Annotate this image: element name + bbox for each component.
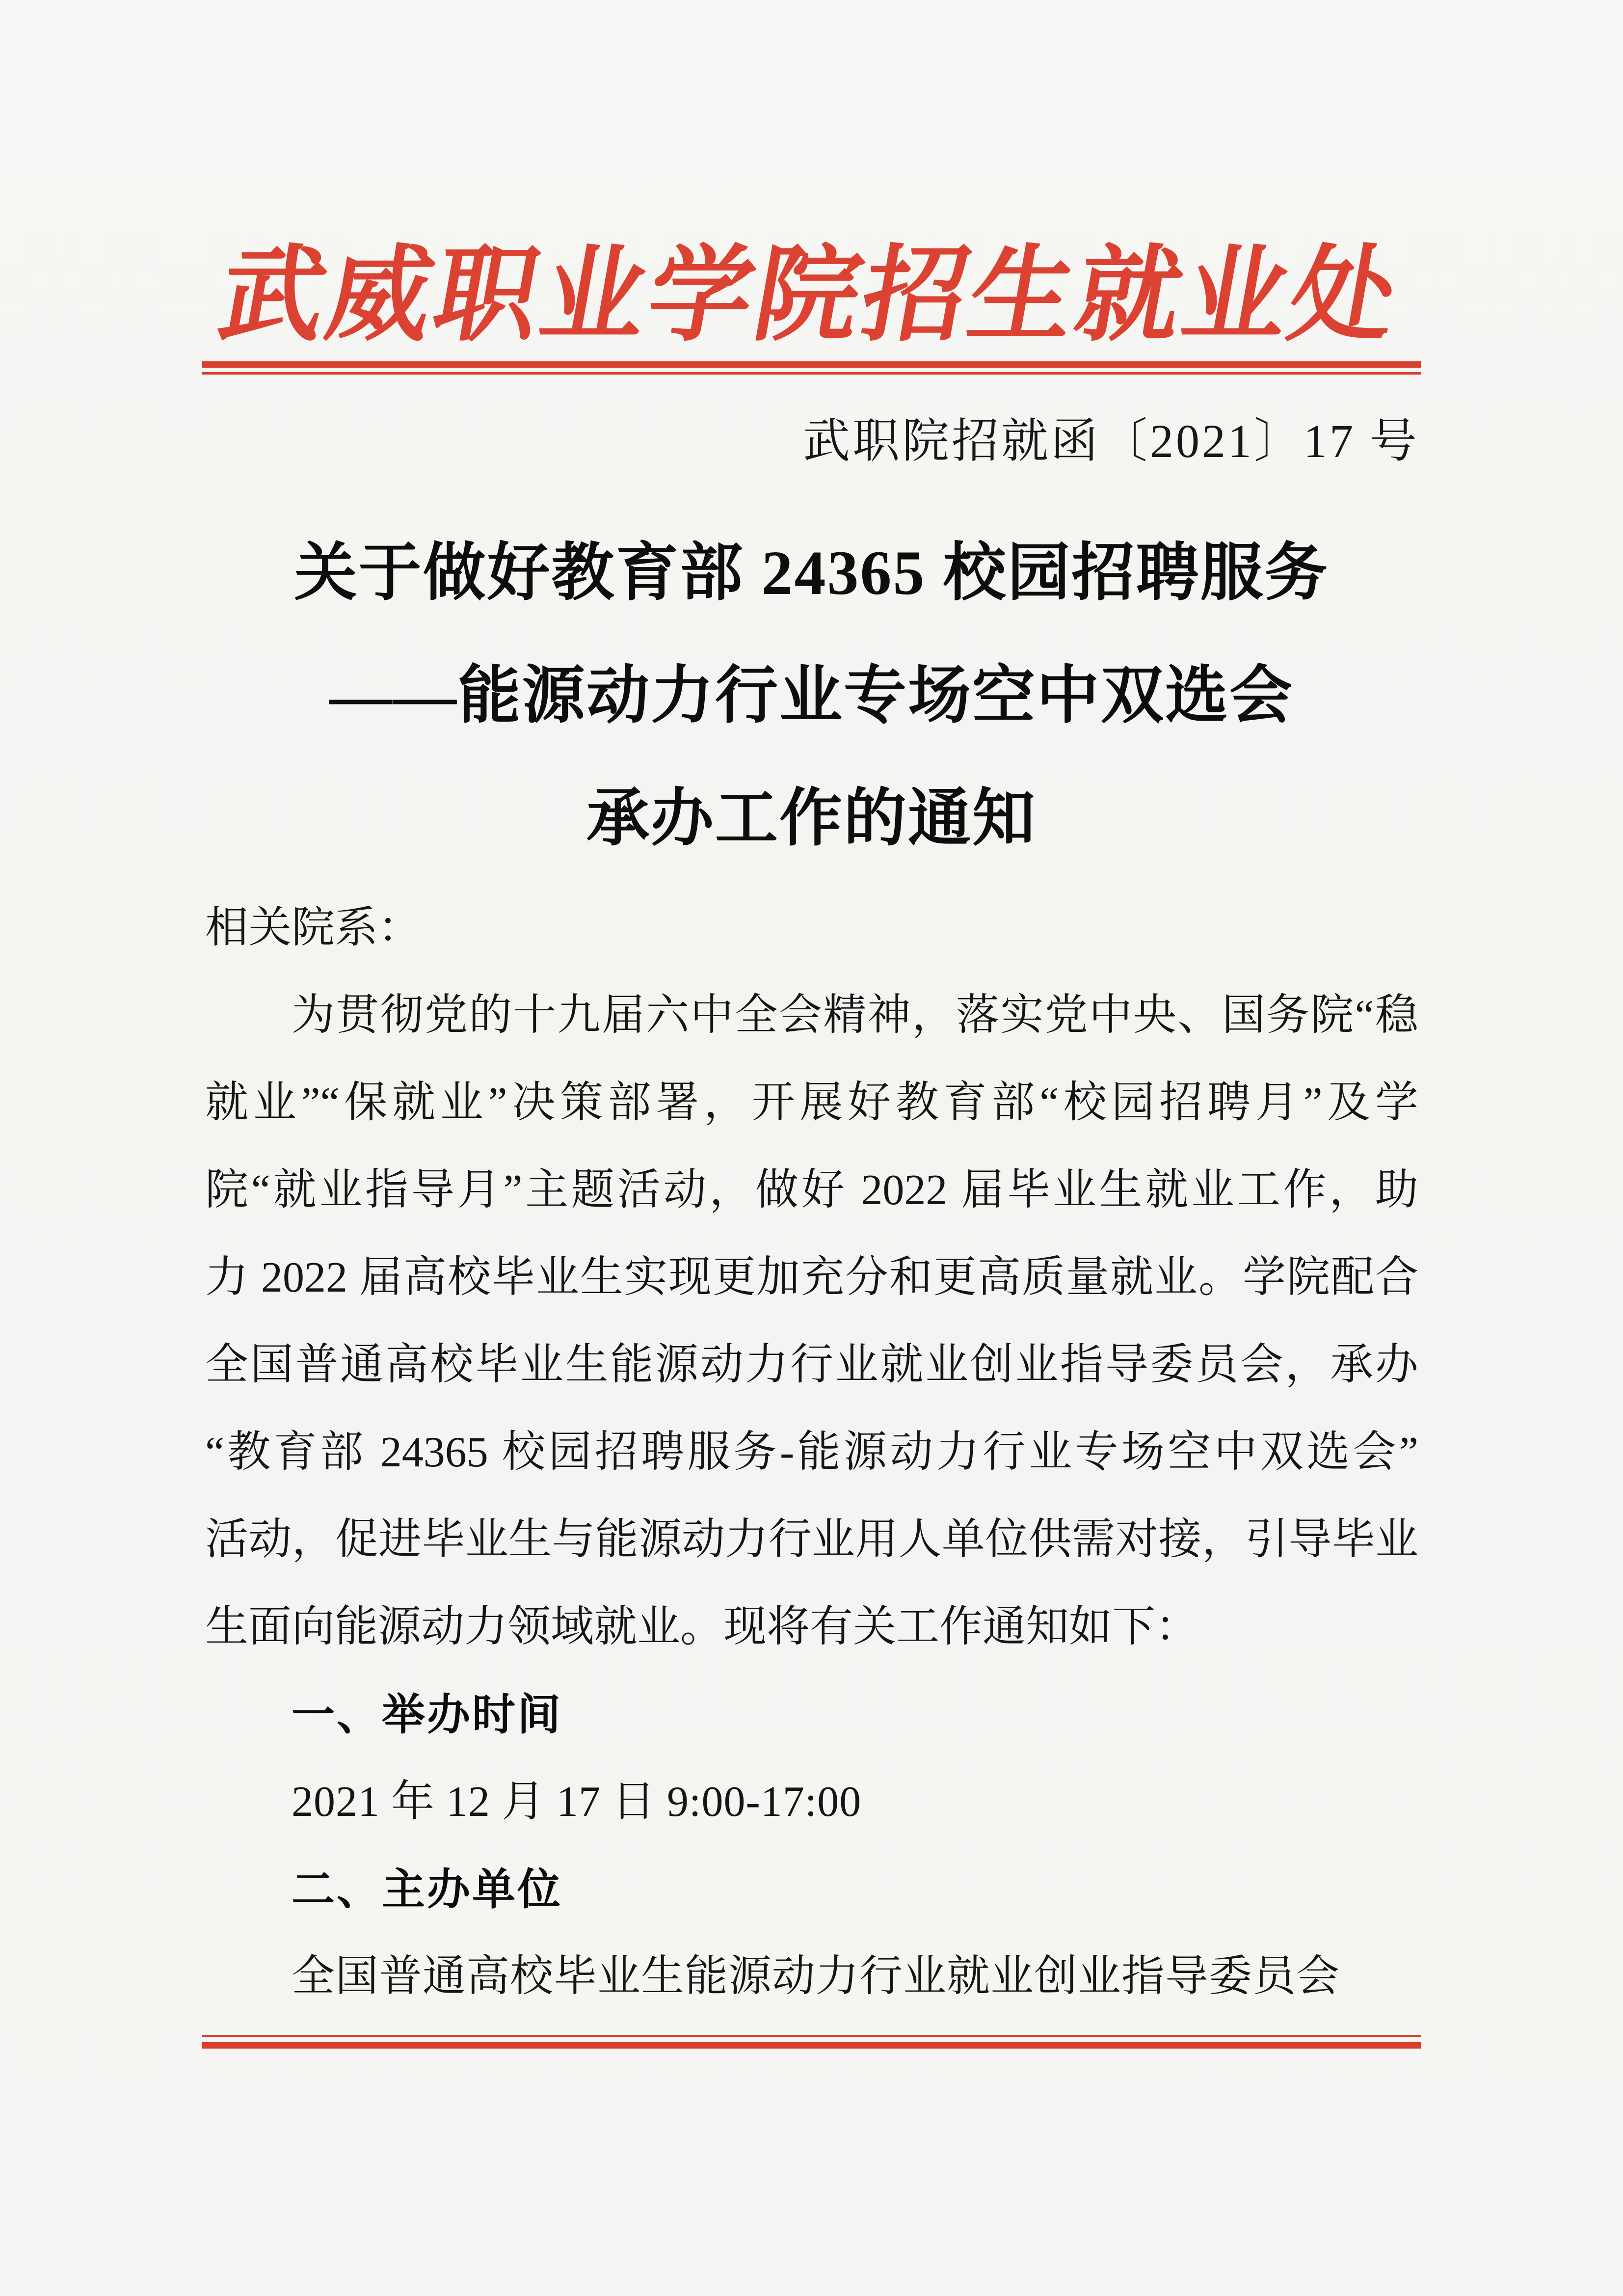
- footer-double-rule: [202, 2035, 1421, 2049]
- paragraph-line: 生面向能源动力领域就业。现将有关工作通知如下：: [205, 1603, 1199, 1651]
- paragraph-line: 力 2022 届高校毕业生实现更加充分和更高质量就业。学院配合: [205, 1254, 1418, 1301]
- salutation: 相关院系：: [205, 904, 422, 952]
- footer-rule-thick: [202, 2042, 1421, 2049]
- section-content-event-time: 2021 年 12 月 17 日 9:00-17:00: [292, 1778, 862, 1826]
- header-rule-thin: [202, 372, 1421, 375]
- letterhead-org-title: 武威职业学院招生就业处: [211, 238, 1409, 353]
- paragraph-line: 活动，促进毕业生与能源动力行业用人单位供需对接，引导毕业: [205, 1516, 1418, 1564]
- section-heading-organizer: 二、主办单位: [292, 1865, 563, 1914]
- paragraph-line: 就业”“保就业”决策部署，开展好教育部“校园招聘月”及学: [205, 1079, 1418, 1127]
- section-heading-event-time: 一、举办时间: [292, 1690, 563, 1739]
- document-title-line-2: ——能源动力行业专场空中双选会: [329, 661, 1294, 730]
- header-rule-thick: [202, 361, 1421, 368]
- document-body: [205, 885, 1418, 2021]
- paragraph-line: 全国普通高校毕业生能源动力行业就业创业指导委员会，承办: [205, 1341, 1418, 1389]
- paragraph-line: 院“就业指导月”主题活动，做好 2022 届毕业生就业工作，助: [205, 1166, 1418, 1214]
- body-paragraph: [205, 972, 1418, 1671]
- document-title-line-1: 关于做好教育部 24365 校园招聘服务: [294, 538, 1329, 608]
- document-number: 武职院招就函〔2021〕17 号: [803, 415, 1419, 467]
- paragraph-line: “教育部 24365 校园招聘服务-能源动力行业专场空中双选会”: [205, 1429, 1418, 1476]
- section-content-organizer: 全国普通高校毕业生能源动力行业就业创业指导委员会: [292, 1953, 1340, 2000]
- paragraph-line: 为贯彻党的十九届六中全会精神，落实党中央、国务院“稳: [292, 992, 1418, 1039]
- document-title: [0, 512, 1623, 880]
- footer-rule-thin: [202, 2035, 1421, 2037]
- header-double-rule: [202, 361, 1421, 375]
- document-title-line-3: 承办工作的通知: [586, 783, 1037, 853]
